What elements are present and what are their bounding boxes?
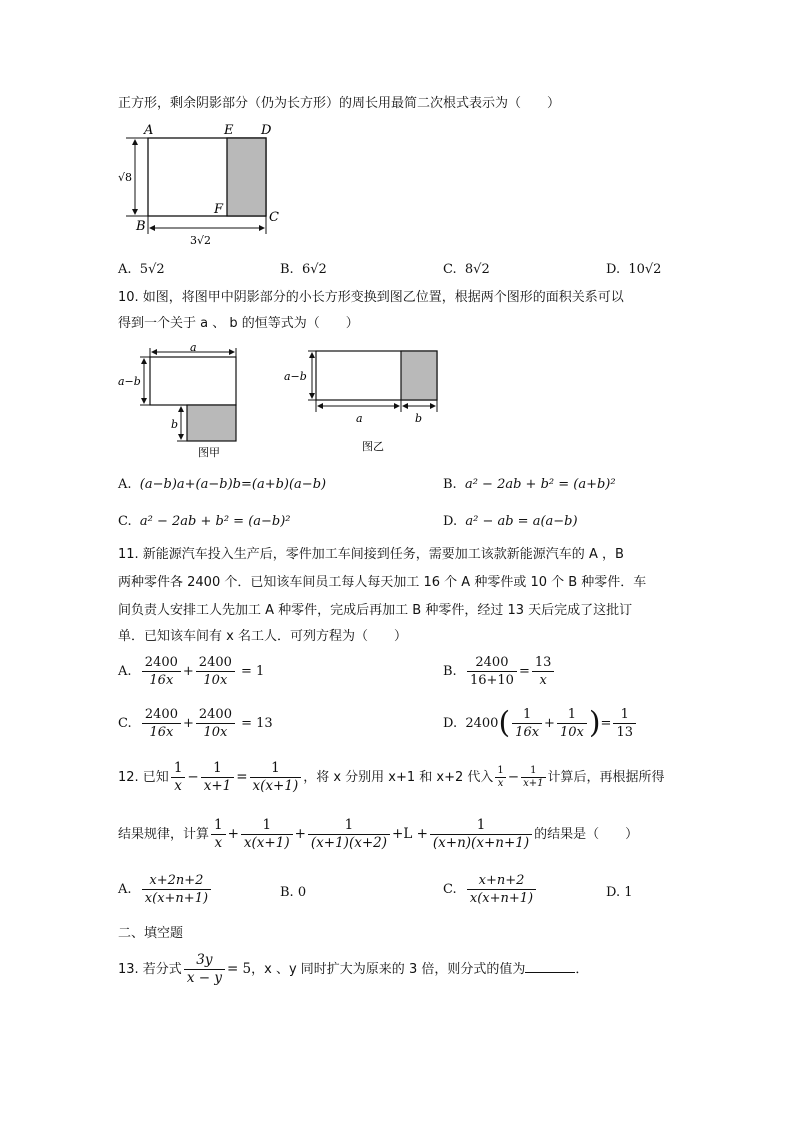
denominator: 10x bbox=[203, 725, 228, 740]
denominator: x(x+n+1) bbox=[144, 891, 209, 906]
q12-option-d[interactable] bbox=[606, 883, 633, 903]
q13-end: ． bbox=[575, 962, 589, 977]
numerator: 2400 bbox=[142, 654, 181, 672]
yi-left-label: a−b bbox=[284, 370, 307, 383]
numerator: 1 bbox=[557, 706, 587, 724]
q11-line2: 两种零件各 2400 个．已知该车间员工每人每天加工 16 个 A 种零件或 10 个 B 种零件．车 bbox=[118, 575, 647, 590]
q11-option-b[interactable]: B. $\frac{2400}{16+10}$ = $\frac{13}{x}$ bbox=[443, 654, 556, 689]
option-value: 1 bbox=[624, 885, 633, 900]
ellipsis: +L + bbox=[392, 826, 428, 842]
denominator: 10x bbox=[203, 673, 228, 688]
numerator: x+2n+2 bbox=[142, 872, 211, 890]
option-label: A. bbox=[118, 477, 132, 492]
denominator: 16+10 bbox=[469, 673, 514, 688]
jia-caption: 图甲 bbox=[198, 446, 220, 459]
q12-line2: 结果规律，计算 $\frac{1}{x}$ + $\frac{1}{x(x+1)}$ + $\frac{1}{(x+1)(x+2)}$ +L + $\frac{1}{(x+n)(x+n+1)}$ 的结果是（ ） bbox=[118, 817, 639, 851]
label-F: F bbox=[214, 202, 224, 217]
fraction bbox=[142, 706, 181, 741]
fraction: $\frac{1}{x}$ bbox=[497, 765, 504, 789]
jia-left-label: a−b bbox=[118, 375, 141, 388]
q9-option-a[interactable] bbox=[118, 260, 165, 280]
rhs: = 13 bbox=[241, 716, 273, 731]
yi-caption: 图乙 bbox=[362, 440, 384, 453]
q12-line2-prefix: 结果规律，计算 bbox=[118, 827, 210, 842]
rhs: = 1 bbox=[241, 664, 265, 679]
q9-option-b[interactable] bbox=[280, 260, 327, 280]
option-label: B. bbox=[280, 262, 294, 277]
q12-option-c[interactable] bbox=[443, 872, 538, 907]
section-title: 二、填空题 bbox=[118, 926, 184, 941]
option-label: C. bbox=[118, 514, 132, 529]
option-value: 6√2 bbox=[301, 262, 327, 277]
fraction: $\frac{1}{x+1}$ bbox=[201, 760, 235, 795]
yi-bottom-a-label: a bbox=[356, 412, 363, 425]
fraction bbox=[613, 706, 636, 741]
option-label: C. bbox=[118, 716, 132, 731]
label-B: B bbox=[136, 219, 146, 234]
side-left-label: √8 bbox=[118, 171, 133, 184]
numerator: 1 bbox=[613, 706, 636, 724]
label-C: C bbox=[269, 210, 279, 225]
numerator: 2400 bbox=[196, 706, 235, 724]
side-bottom-label: 3√2 bbox=[190, 234, 212, 247]
numerator: 2400 bbox=[467, 654, 517, 672]
option-label: B. bbox=[443, 477, 457, 492]
fraction: $\frac{1}{(x+n)(x+n+1)}$ bbox=[430, 817, 532, 852]
q12-prefix: 12. 已知 bbox=[118, 770, 169, 785]
fraction: $\frac{1}{x+1}$ bbox=[523, 765, 544, 789]
fraction bbox=[196, 706, 235, 741]
numerator: x+n+2 bbox=[467, 872, 536, 890]
q11-line1: 11. 新能源汽车投入生产后，零件加工车间接到任务，需要加工该款新能源汽车的 A ，B bbox=[118, 547, 624, 562]
fraction: $\frac{1}{x}$ bbox=[211, 817, 226, 852]
fraction: $\frac{1}{x(x+1)}$ bbox=[250, 760, 302, 795]
q11-option-a[interactable]: A. $\frac{2400}{16x}$ + $\frac{2400}{10x}$ = 1 bbox=[118, 655, 265, 688]
fraction bbox=[467, 654, 517, 689]
q9-stem-tail: 正方形，剩余阴影部分（仍为长方形）的周长用最简二次根式表示为（ ） bbox=[118, 96, 561, 111]
option-value: 10√2 bbox=[628, 262, 662, 277]
label-D: D bbox=[261, 123, 272, 138]
label-E: E bbox=[224, 123, 234, 138]
fraction: $\frac{1}{x}$ bbox=[171, 760, 186, 795]
option-label: B. bbox=[280, 885, 294, 900]
q11-option-c[interactable]: C. $\frac{2400}{16x}$ + $\frac{2400}{10x}$ = 13 bbox=[118, 707, 273, 740]
option-value: 0 bbox=[297, 885, 307, 900]
denominator: 16x bbox=[515, 725, 540, 740]
yi-bottom-b-label: b bbox=[415, 412, 423, 425]
q12-mid1: ，将 x 分别用 x+1 和 x+2 代入 bbox=[303, 770, 494, 785]
jia-bottom-left-label: b bbox=[171, 418, 179, 431]
numerator: 1 bbox=[512, 706, 542, 724]
q12-line1: 12. 已知 $\frac{1}{x}$ − $\frac{1}{x+1}$ = $\frac{1}{x(x+1)}$ ，将 x 分别用 x+1 和 x+2 代入 $\frac{1}{x}$ − $\frac{1}{x+1}$ 计算后，再根据所得 bbox=[118, 760, 665, 794]
q11-line3: 间负责人安排工人先加工 A 种零件，完成后再加工 B 种零件，经过 13 天后完成了这批订 bbox=[118, 603, 633, 618]
denominator: x(x+n+1) bbox=[469, 891, 534, 906]
option-label: A. bbox=[118, 882, 132, 897]
q12-option-a[interactable] bbox=[118, 872, 213, 907]
denominator: 10x bbox=[559, 725, 584, 740]
option-label: B. bbox=[443, 664, 457, 679]
q9-option-c[interactable] bbox=[443, 260, 490, 280]
fraction bbox=[557, 706, 587, 741]
q10-option-d[interactable] bbox=[443, 512, 578, 532]
denominator: 13 bbox=[616, 725, 633, 740]
fraction bbox=[467, 872, 536, 907]
fraction bbox=[532, 654, 555, 689]
fraction bbox=[142, 872, 211, 907]
option-value: 5√2 bbox=[139, 262, 165, 277]
q12-line2-suffix: 的结果是（ ） bbox=[534, 827, 639, 842]
q12-option-b[interactable] bbox=[280, 883, 306, 903]
q10-option-a[interactable] bbox=[118, 475, 326, 495]
q11-line4: 单．已知该车间有 x 名工人．可列方程为（ ） bbox=[118, 629, 407, 644]
denominator: x − y bbox=[186, 970, 222, 986]
numerator: 2400 bbox=[142, 706, 181, 724]
fraction: $\frac{1}{x(x+1)}$ bbox=[241, 817, 293, 852]
option-label: D. bbox=[443, 514, 458, 529]
denominator: 16x bbox=[149, 725, 174, 740]
fraction bbox=[512, 706, 542, 741]
option-label: D. bbox=[606, 885, 621, 900]
option-label: C. bbox=[443, 262, 457, 277]
denominator: x bbox=[539, 673, 547, 688]
denominator: 16x bbox=[149, 673, 174, 688]
label-A: A bbox=[144, 123, 154, 138]
fraction bbox=[142, 654, 181, 689]
equation-rhs: = 5 bbox=[226, 961, 252, 977]
q10-option-c[interactable] bbox=[118, 512, 291, 532]
option-value: a² − 2ab + b² = (a+b)² bbox=[464, 477, 616, 492]
fraction: $\frac{1}{(x+1)(x+2)}$ bbox=[308, 817, 390, 852]
q12-mid2: 计算后，再根据所得 bbox=[547, 770, 665, 785]
q10-figure-jia bbox=[118, 342, 248, 460]
q9-figure bbox=[118, 118, 288, 248]
q11-option-d[interactable]: D. 2400( $\frac{1}{16x}$ + $\frac{1}{10x}$ )= $\frac{1}{13}$ bbox=[443, 706, 638, 741]
option-label: C. bbox=[443, 882, 457, 897]
option-value: (a−b)a+(a−b)b=(a+b)(a−b) bbox=[139, 477, 327, 492]
q13-suffix: ，x 、y 同时扩大为原来的 3 倍，则分式的值为 bbox=[251, 962, 526, 977]
q13-line bbox=[118, 952, 588, 987]
q10-figure-yi bbox=[284, 342, 444, 457]
q10-line2: 得到一个关于 a 、 b 的恒等式为（ ） bbox=[118, 316, 359, 331]
option-label: D. bbox=[443, 716, 458, 731]
option-label: A. bbox=[118, 664, 132, 679]
option-value: a² − ab = a(a−b) bbox=[465, 514, 578, 529]
coefficient: 2400 bbox=[465, 716, 499, 731]
q9-option-d[interactable] bbox=[606, 260, 661, 280]
q10-line1: 10. 如图，将图甲中阴影部分的小长方形变换到图乙位置，根据两个图形的面积关系可以 bbox=[118, 290, 624, 305]
numerator: 13 bbox=[532, 654, 555, 672]
fraction bbox=[184, 952, 225, 987]
option-label: D. bbox=[606, 262, 621, 277]
q10-option-b[interactable] bbox=[443, 475, 616, 495]
numerator: 2400 bbox=[196, 654, 235, 672]
fraction bbox=[196, 654, 235, 689]
option-value: a² − 2ab + b² = (a−b)² bbox=[139, 514, 291, 529]
jia-top-label: a bbox=[190, 342, 197, 354]
option-value: 8√2 bbox=[464, 262, 490, 277]
answer-blank[interactable] bbox=[525, 958, 575, 973]
q13-prefix: 13. 若分式 bbox=[118, 962, 182, 977]
option-label: A. bbox=[118, 262, 132, 277]
numerator: 3y bbox=[184, 952, 225, 970]
